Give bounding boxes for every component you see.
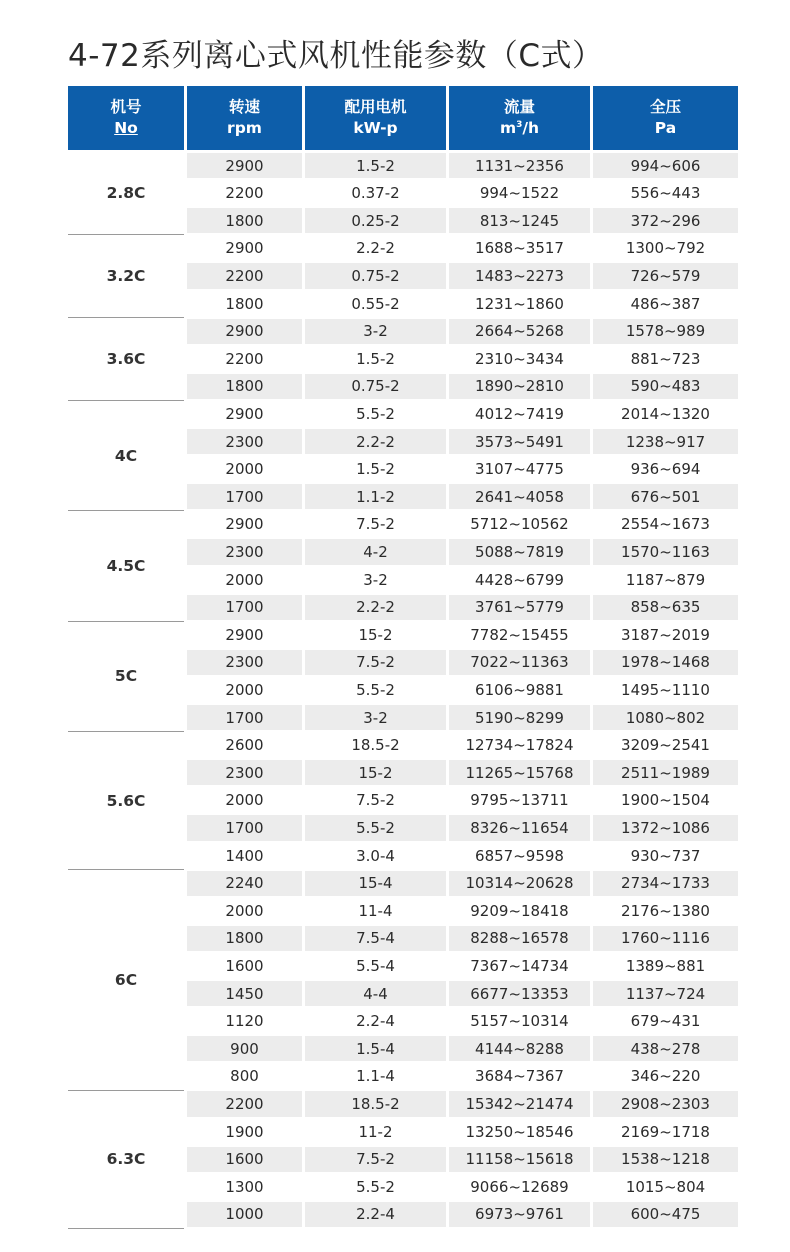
motor-cell: 7.5-2	[305, 650, 446, 675]
speed-cell: 2900	[187, 153, 302, 178]
speed-cell: 1400	[225, 846, 264, 865]
speed-cell: 2000	[225, 681, 264, 700]
motor-cell: 7.5-2	[305, 1147, 446, 1172]
pressure-cell: 858~635	[593, 595, 738, 620]
model-cell: 2.8C	[106, 184, 146, 203]
motor-cell: 5.5-2	[356, 1177, 395, 1196]
pressure-cell: 2908~2303	[593, 1091, 738, 1116]
flow-cell: 1131~2356	[449, 153, 590, 178]
motor-cell: 3-2	[305, 705, 446, 730]
model-cell: 4.5C	[106, 556, 146, 575]
motor-cell: 2.2-2	[356, 239, 395, 258]
header-pressure-unit: Pa	[654, 119, 677, 137]
speed-cell: 2900	[225, 625, 264, 644]
pressure-cell: 486~387	[630, 294, 701, 313]
header-pressure	[593, 86, 738, 150]
speed-cell: 2000	[225, 460, 264, 479]
flow-cell: 7367~14734	[470, 957, 569, 976]
motor-cell: 15-2	[358, 625, 393, 644]
pressure-cell: 1578~989	[593, 319, 738, 344]
speed-cell: 1700	[187, 595, 302, 620]
motor-cell: 5.5-2	[356, 405, 395, 424]
flow-cell: 6677~13353	[449, 981, 590, 1006]
flow-cell: 3684~7367	[475, 1067, 564, 1086]
motor-cell: 4-4	[305, 981, 446, 1006]
model-cell: 3.6C	[106, 349, 146, 368]
group-divider	[68, 1228, 184, 1229]
pressure-cell: 1080~802	[593, 705, 738, 730]
motor-cell: 7.5-2	[356, 515, 395, 534]
pressure-cell: 1570~1163	[593, 539, 738, 564]
flow-cell: 6106~9881	[475, 681, 564, 700]
header-model	[68, 86, 184, 150]
motor-cell: 5.5-2	[356, 681, 395, 700]
speed-cell: 2900	[187, 319, 302, 344]
flow-cell: 5190~8299	[449, 705, 590, 730]
speed-cell: 2600	[225, 736, 264, 755]
page-title: 4-72系列离心式风机性能参数（C式）	[68, 38, 604, 74]
motor-cell: 0.25-2	[305, 208, 446, 233]
pressure-cell: 2176~1380	[621, 901, 710, 920]
flow-cell: 1890~2810	[449, 374, 590, 399]
flow-cell: 5157~10314	[470, 1012, 569, 1031]
pressure-cell: 556~443	[630, 184, 701, 203]
pressure-cell: 1495~1110	[621, 681, 710, 700]
flow-cell: 6973~9761	[449, 1202, 590, 1227]
model-cell: 5.6C	[106, 791, 146, 810]
pressure-cell: 881~723	[630, 349, 701, 368]
flow-cell: 7782~15455	[470, 625, 569, 644]
speed-cell: 1800	[187, 926, 302, 951]
model-cell: 5C	[114, 667, 138, 686]
flow-cell: 9795~13711	[470, 791, 569, 810]
motor-cell: 2.2-4	[356, 1012, 395, 1031]
header-flow-unit: $m^3/h$	[499, 119, 540, 137]
flow-cell: 6857~9598	[475, 846, 564, 865]
pressure-cell: 438~278	[593, 1036, 738, 1061]
speed-cell: 900	[187, 1036, 302, 1061]
pressure-cell: 2554~1673	[621, 515, 710, 534]
speed-cell: 2900	[225, 405, 264, 424]
flow-cell: 2664~5268	[449, 319, 590, 344]
motor-cell: 11-2	[358, 1122, 393, 1141]
flow-cell: 1688~3517	[475, 239, 564, 258]
flow-cell: 11265~15768	[449, 760, 590, 785]
flow-cell: 8288~16578	[449, 926, 590, 951]
speed-cell: 2200	[187, 263, 302, 288]
header-pressure-label: 全压	[649, 98, 681, 116]
motor-cell: 1.1-2	[305, 484, 446, 509]
speed-cell: 1700	[187, 815, 302, 840]
pressure-cell: 936~694	[630, 460, 701, 479]
header-flow	[449, 86, 590, 150]
speed-cell: 2240	[187, 871, 302, 896]
flow-cell: 3107~4775	[475, 460, 564, 479]
motor-cell: 5.5-2	[305, 815, 446, 840]
pressure-cell: 346~220	[630, 1067, 701, 1086]
motor-cell: 3-2	[363, 570, 388, 589]
pressure-cell: 1372~1086	[593, 815, 738, 840]
speed-cell: 2900	[225, 239, 264, 258]
motor-cell: 0.75-2	[305, 374, 446, 399]
flow-cell: 994~1522	[479, 184, 560, 203]
flow-cell: 9066~12689	[470, 1177, 569, 1196]
motor-cell: 4-2	[305, 539, 446, 564]
header-motor-unit: kW-p	[353, 119, 398, 137]
speed-cell: 1450	[187, 981, 302, 1006]
motor-cell: 1.5-2	[305, 153, 446, 178]
speed-cell: 2200	[225, 184, 264, 203]
flow-cell: 4428~6799	[475, 570, 564, 589]
speed-cell: 2000	[225, 791, 264, 810]
pressure-cell: 1015~804	[625, 1177, 706, 1196]
pressure-cell: 3209~2541	[621, 736, 710, 755]
speed-cell: 2300	[187, 650, 302, 675]
speed-cell: 2200	[187, 1091, 302, 1116]
pressure-cell: 1389~881	[625, 957, 706, 976]
motor-cell: 0.75-2	[305, 263, 446, 288]
flow-cell: 2310~3434	[475, 349, 564, 368]
motor-cell: 0.37-2	[351, 184, 400, 203]
speed-cell: 2300	[187, 760, 302, 785]
motor-cell: 2.2-2	[305, 429, 446, 454]
header-motor	[305, 86, 446, 150]
speed-cell: 1600	[187, 1147, 302, 1172]
pressure-cell: 1238~917	[593, 429, 738, 454]
pressure-cell: 590~483	[593, 374, 738, 399]
flow-cell: 2641~4058	[449, 484, 590, 509]
flow-cell: 5712~10562	[470, 515, 569, 534]
flow-cell: 11158~15618	[449, 1147, 590, 1172]
motor-cell: 7.5-4	[305, 926, 446, 951]
flow-cell: 7022~11363	[449, 650, 590, 675]
speed-cell: 1700	[187, 705, 302, 730]
header-speed-unit: rpm	[227, 119, 262, 137]
speed-cell: 2200	[225, 349, 264, 368]
flow-cell: 12734~17824	[465, 736, 574, 755]
flow-cell: 9209~18418	[470, 901, 569, 920]
speed-cell: 2000	[225, 570, 264, 589]
speed-cell: 2300	[187, 429, 302, 454]
pressure-cell: 1538~1218	[593, 1147, 738, 1172]
speed-cell: 1800	[187, 374, 302, 399]
flow-cell: 5088~7819	[449, 539, 590, 564]
flow-cell: 10314~20628	[449, 871, 590, 896]
motor-cell: 1.5-4	[305, 1036, 446, 1061]
motor-cell: 15-4	[305, 871, 446, 896]
motor-cell: 1.5-2	[356, 349, 395, 368]
model-cell: 4C	[114, 446, 138, 465]
pressure-cell: 726~579	[593, 263, 738, 288]
speed-cell: 1800	[225, 294, 264, 313]
pressure-cell: 3187~2019	[621, 625, 710, 644]
pressure-cell: 2511~1989	[593, 760, 738, 785]
flow-cell: 1231~1860	[475, 294, 564, 313]
flow-cell: 4012~7419	[475, 405, 564, 424]
pressure-cell: 372~296	[593, 208, 738, 233]
speed-cell: 1000	[187, 1202, 302, 1227]
motor-cell: 18.5-2	[351, 736, 400, 755]
flow-cell: 813~1245	[449, 208, 590, 233]
model-cell: 6.3C	[106, 1150, 146, 1169]
motor-cell: 5.5-4	[356, 957, 395, 976]
speed-cell: 1300	[225, 1177, 264, 1196]
motor-cell: 3.0-4	[356, 846, 395, 865]
motor-cell: 18.5-2	[305, 1091, 446, 1116]
speed-cell: 1800	[187, 208, 302, 233]
header-model-label: 机号	[110, 98, 142, 116]
speed-cell: 2900	[225, 515, 264, 534]
pressure-cell: 2734~1733	[593, 871, 738, 896]
pressure-cell: 1760~1116	[593, 926, 738, 951]
header-model-unit: No	[114, 119, 138, 137]
motor-cell: 15-2	[305, 760, 446, 785]
pressure-cell: 1187~879	[625, 570, 706, 589]
flow-cell: 3761~5779	[449, 595, 590, 620]
motor-cell: 0.55-2	[351, 294, 400, 313]
motor-cell: 2.2-2	[305, 595, 446, 620]
pressure-cell: 679~431	[630, 1012, 701, 1031]
pressure-cell: 600~475	[593, 1202, 738, 1227]
header-speed-label: 转速	[228, 98, 260, 116]
speed-cell: 2300	[187, 539, 302, 564]
motor-cell: 1.1-4	[356, 1067, 395, 1086]
pressure-cell: 1300~792	[625, 239, 706, 258]
motor-cell: 11-4	[358, 901, 393, 920]
speed-cell: 1900	[225, 1122, 264, 1141]
pressure-cell: 2169~1718	[621, 1122, 710, 1141]
motor-cell: 2.2-4	[305, 1202, 446, 1227]
speed-cell: 800	[230, 1067, 259, 1086]
flow-cell: 1483~2273	[449, 263, 590, 288]
motor-cell: 3-2	[305, 319, 446, 344]
model-cell: 6C	[114, 970, 138, 989]
pressure-cell: 2014~1320	[621, 405, 710, 424]
pressure-cell: 1137~724	[593, 981, 738, 1006]
header-speed	[187, 86, 302, 150]
header-motor-label: 配用电机	[344, 98, 407, 116]
header-flow-label: 流量	[503, 98, 535, 116]
pressure-cell: 676~501	[593, 484, 738, 509]
model-cell: 3.2C	[106, 267, 146, 286]
speed-cell: 1600	[225, 957, 264, 976]
speed-cell: 1700	[187, 484, 302, 509]
flow-cell: 8326~11654	[449, 815, 590, 840]
pressure-cell: 1900~1504	[621, 791, 710, 810]
pressure-cell: 1978~1468	[593, 650, 738, 675]
speed-cell: 2000	[225, 901, 264, 920]
motor-cell: 1.5-2	[356, 460, 395, 479]
flow-cell: 3573~5491	[449, 429, 590, 454]
motor-cell: 7.5-2	[356, 791, 395, 810]
pressure-cell: 994~606	[593, 153, 738, 178]
flow-cell: 4144~8288	[449, 1036, 590, 1061]
flow-cell: 15342~21474	[449, 1091, 590, 1116]
flow-cell: 13250~18546	[465, 1122, 574, 1141]
pressure-cell: 930~737	[630, 846, 701, 865]
speed-cell: 1120	[225, 1012, 264, 1031]
